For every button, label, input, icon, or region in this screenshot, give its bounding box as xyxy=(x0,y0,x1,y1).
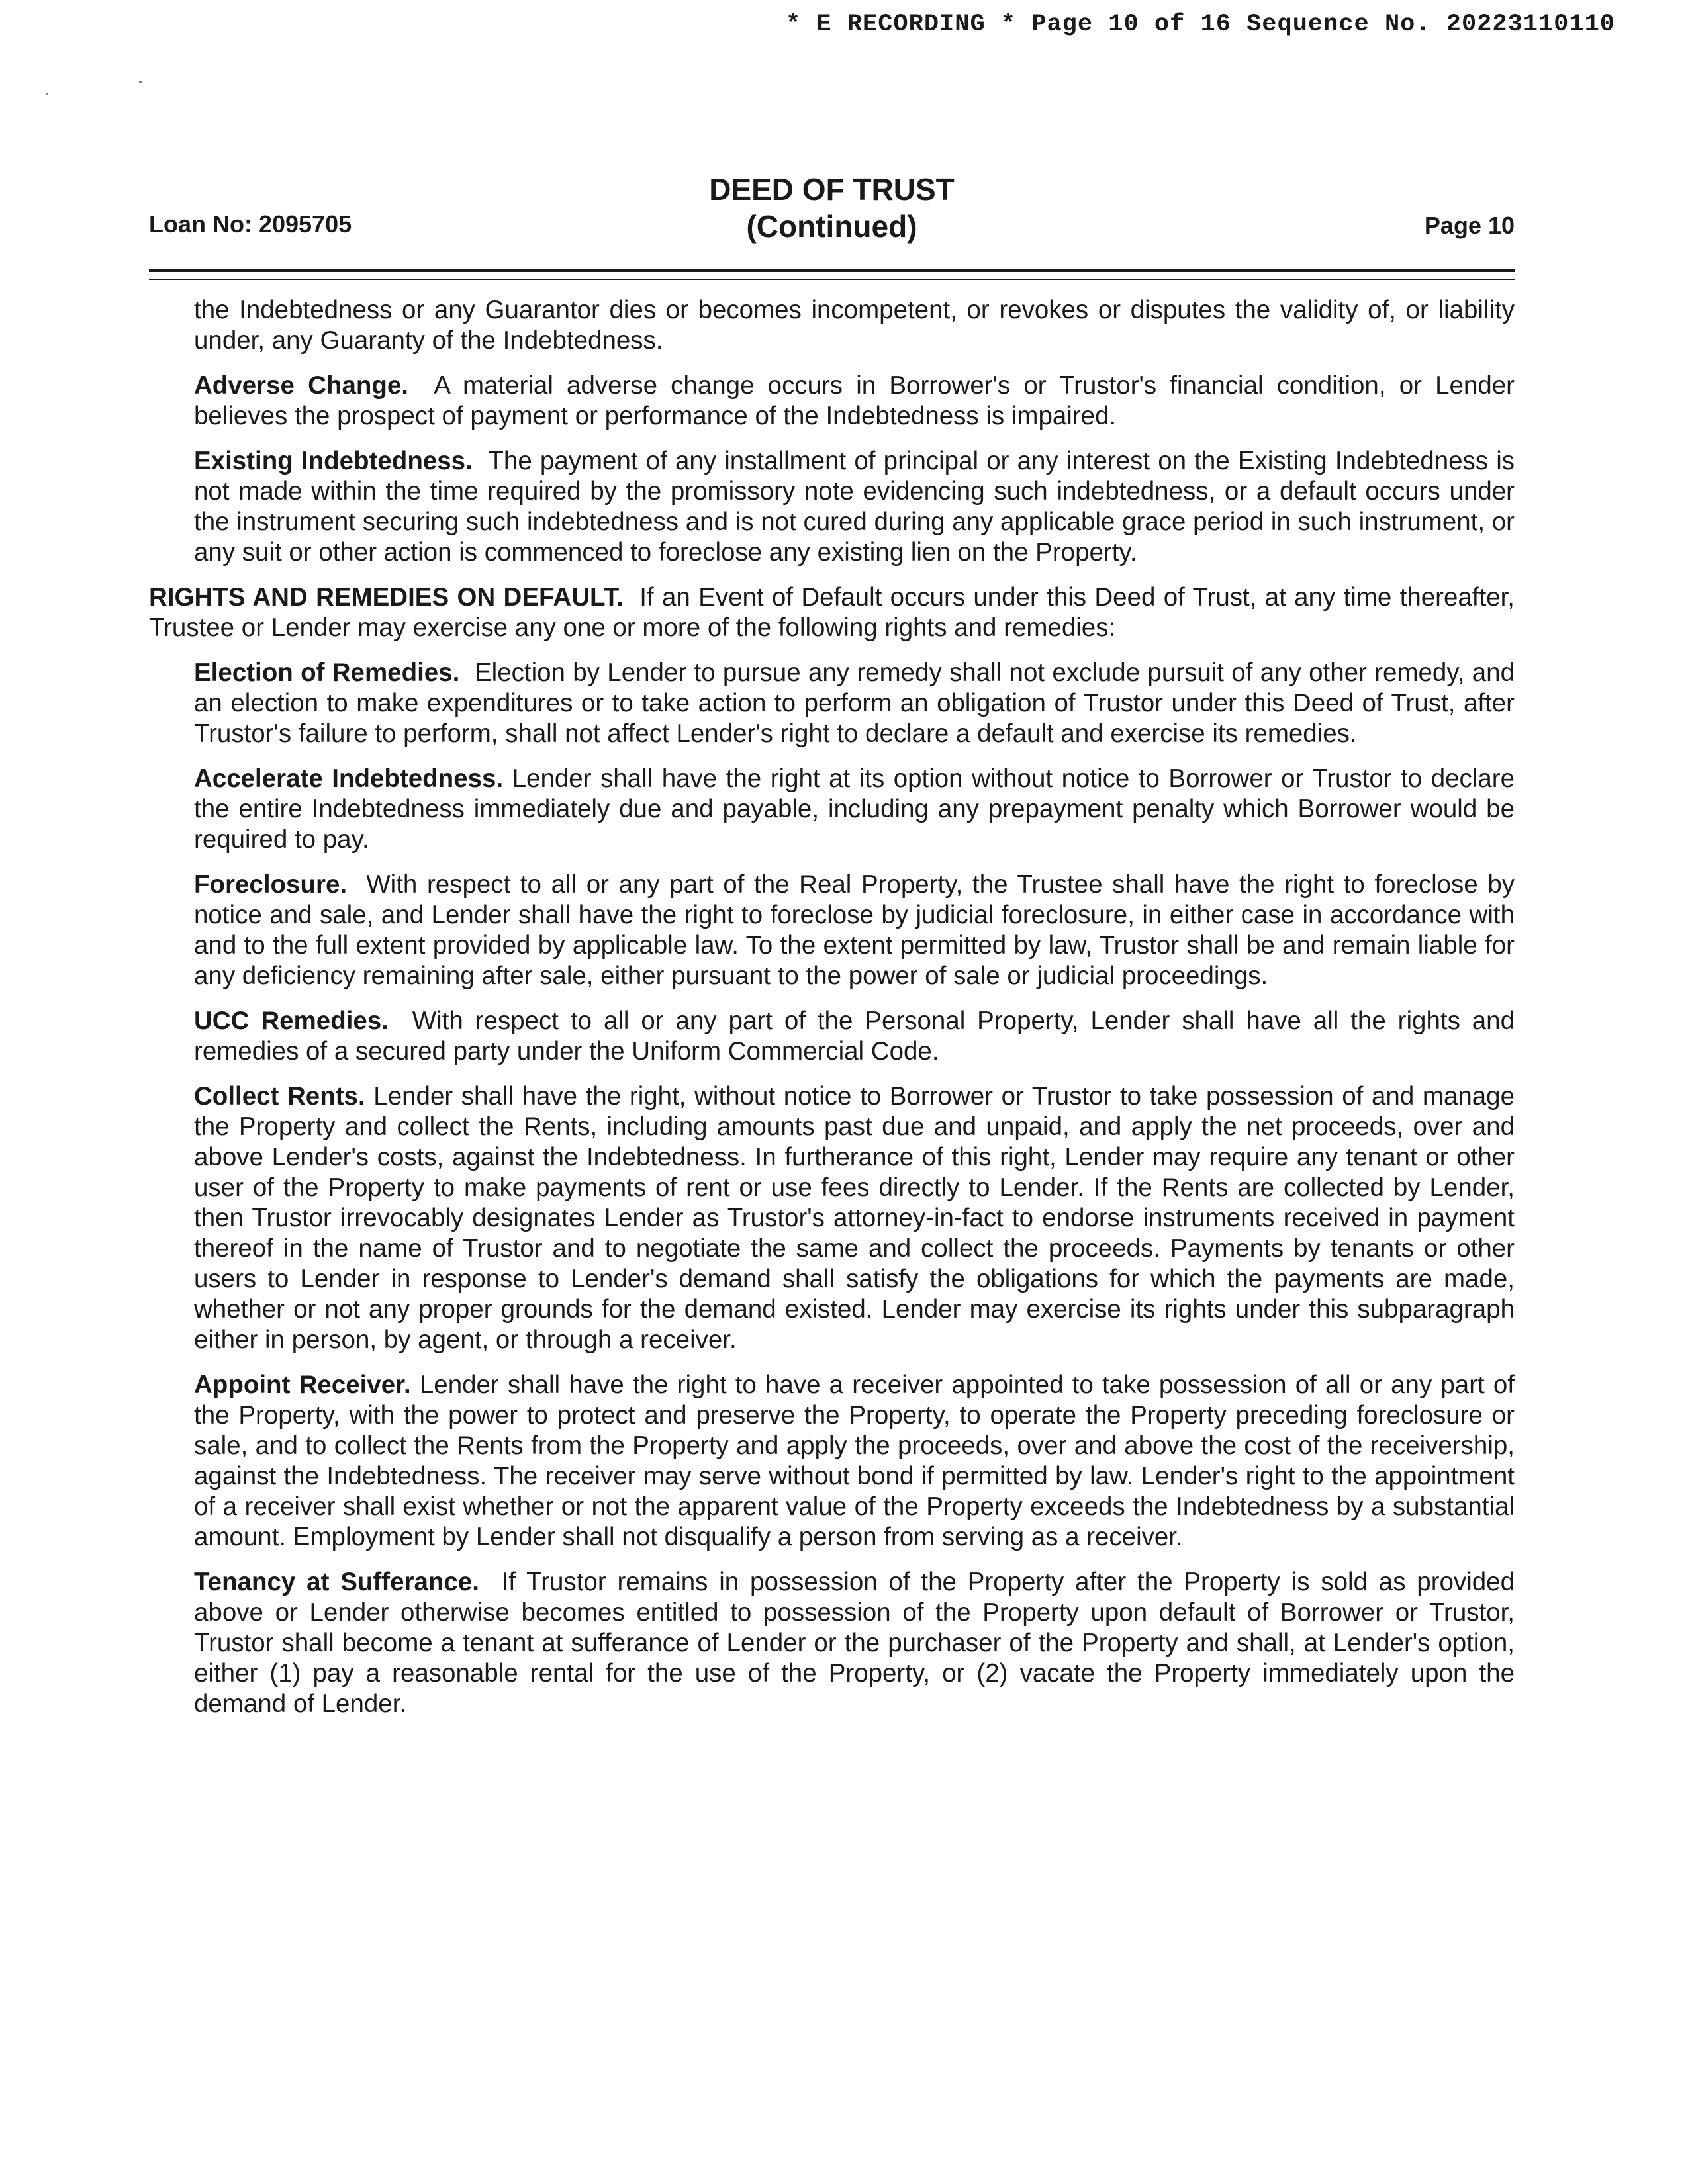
paragraph-heading: Existing Indebtedness. xyxy=(194,447,473,475)
section-heading: RIGHTS AND REMEDIES ON DEFAULT. xyxy=(149,583,624,612)
paragraph-ucc-remedies xyxy=(194,1006,1515,1067)
paragraph-text: If an Event of Default occurs under this Deed of Trust, at any time thereafter, Trustee or Lender may exercise any one or more of the following rights and remedies: xyxy=(149,583,1515,642)
paragraph-text: the Indebtedness or any Guarantor dies or becomes incompetent, or revokes or disputes the validity of, or liability under, any Guaranty of the Indebtedness. xyxy=(194,296,1515,355)
paragraph-text: A material adverse change occurs in Borrower's or Trustor's financial condition, or Lender believes the prospect of payment or performance of the Indebtedness is impaired. xyxy=(194,371,1515,430)
paragraph-text: With respect to all or any part of the Personal Property, Lender shall have all the rights and remedies of a secured party under the Uniform Commercial Code. xyxy=(194,1007,1515,1066)
paragraph-guarantor-continued xyxy=(194,295,1515,356)
paragraph-heading: Foreclosure. xyxy=(194,870,348,899)
paragraph-election-of-remedies xyxy=(194,658,1515,749)
paragraph-heading: Accelerate Indebtedness. xyxy=(194,764,504,793)
scan-speck xyxy=(46,93,48,95)
paragraph-heading: UCC Remedies. xyxy=(194,1007,389,1035)
paragraph-existing-indebtedness xyxy=(194,446,1515,568)
paragraph-text: Lender shall have the right to have a receiver appointed to take possession of all or any part of the Property, with the power to protect and preserve the Property, to operate the Property preceding foreclosure or sale, and to collect the Rents from the Property and apply the proceeds, over and above the cost of the receivership, against the Indebtedness. The receiver may serve without bond if permitted by law. Lender's right to the appointment of a receiver shall exist whether or not the apparent value of the Property exceeds the Indebtedness by a substantial amount. Employment by Lender shall not disqualify a person from serving as a receiver. xyxy=(194,1371,1515,1551)
header-rule-thick xyxy=(149,269,1515,272)
paragraph-heading: Election of Remedies. xyxy=(194,659,460,687)
document-title: DEED OF TRUST xyxy=(709,172,955,206)
paragraph-heading: Tenancy at Sufferance. xyxy=(194,1568,479,1596)
document-body xyxy=(149,295,1515,1734)
paragraph-text: If Trustor remains in possession of the Property after the Property is sold as provided above or Lender otherwise becomes entitled to possession of the Property upon default of Borrower or Trustor, Trustor shall become a tenant at sufferance of Lender or the purchaser of the Property and shall, at Lender's option, either (1) pay a reasonable rental for the use of the Property, or (2) vacate the Property immediately upon the demand of Lender. xyxy=(194,1568,1515,1718)
paragraph-tenancy-at-sufferance xyxy=(194,1567,1515,1719)
document-subtitle: (Continued) xyxy=(746,209,917,244)
paragraph-foreclosure xyxy=(194,870,1515,991)
page-number: Page 10 xyxy=(1424,212,1515,239)
scan-speck xyxy=(139,81,142,83)
paragraph-text: Lender shall have the right, without notice to Borrower or Trustor to take possession of and manage the Property and collect the Rents, including amounts past due and unpaid, and apply the net proceeds, over and above Lender's costs, against the Indebtedness. In furtherance of this right, Lender may require any tenant or other user of the Property to make payments of rent or use fees directly to Lender. If the Rents are collected by Lender, then Trustor irrevocably designates Lender as Trustor's attorney-in-fact to endorse instruments received in payment thereof in the name of Trustor and to negotiate the same and collect the proceeds. Payments by tenants or other users to Lender in response to Lender's demand shall satisfy the obligations for which the payments are made, whether or not any proper grounds for the demand existed. Lender may exercise its rights under this subparagraph either in person, by agent, or through a receiver. xyxy=(194,1082,1515,1354)
paragraph-text: With respect to all or any part of the Real Property, the Trustee shall have the right to foreclose by notice and sale, and Lender shall have the right to foreclose by judicial foreclosure, in either case in accordance with and to the full extent provided by applicable law. To the extent permitted by law, Trustor shall be and remain liable for any deficiency remaining after sale, either pursuant to the power of sale or judicial proceedings. xyxy=(194,870,1515,990)
paragraph-heading: Collect Rents. xyxy=(194,1082,365,1111)
paragraph-text: Lender shall have the right at its option without notice to Borrower or Trustor to declare the entire Indebtedness immediately due and payable, including any prepayment penalty which Borrower would be required to pay. xyxy=(194,764,1515,854)
paragraph-heading: Adverse Change. xyxy=(194,371,408,400)
header-rule-thin xyxy=(149,279,1515,280)
document-title-block xyxy=(149,171,1515,245)
section-rights-and-remedies xyxy=(149,582,1515,643)
recording-stamp: * E RECORDING * Page 10 of 16 Sequence No. 20223110110 xyxy=(786,11,1615,38)
document-header xyxy=(149,171,1515,244)
paragraph-adverse-change xyxy=(194,371,1515,432)
paragraph-text: Election by Lender to pursue any remedy shall not exclude pursuit of any other remedy, and an election to make expenditures or to take action to perform an obligation of Trustor under this Deed of Trust, after Trustor's failure to perform, shall not affect Lender's right to declare a default and exercise its remedies. xyxy=(194,659,1515,748)
paragraph-accelerate-indebtedness xyxy=(194,764,1515,855)
loan-number: Loan No: 2095705 xyxy=(149,210,352,238)
paragraph-heading: Appoint Receiver. xyxy=(194,1371,411,1399)
paragraph-collect-rents xyxy=(194,1081,1515,1355)
paragraph-text: The payment of any installment of principal or any interest on the Existing Indebtedness is not made within the time required by the promissory note evidencing such indebtedness, or a default occurs under the instrument securing such indebtedness and is not cured during any applicable grace period in such instrument, or any suit or other action is commenced to foreclose any existing lien on the Property. xyxy=(194,447,1515,567)
paragraph-appoint-receiver xyxy=(194,1370,1515,1553)
